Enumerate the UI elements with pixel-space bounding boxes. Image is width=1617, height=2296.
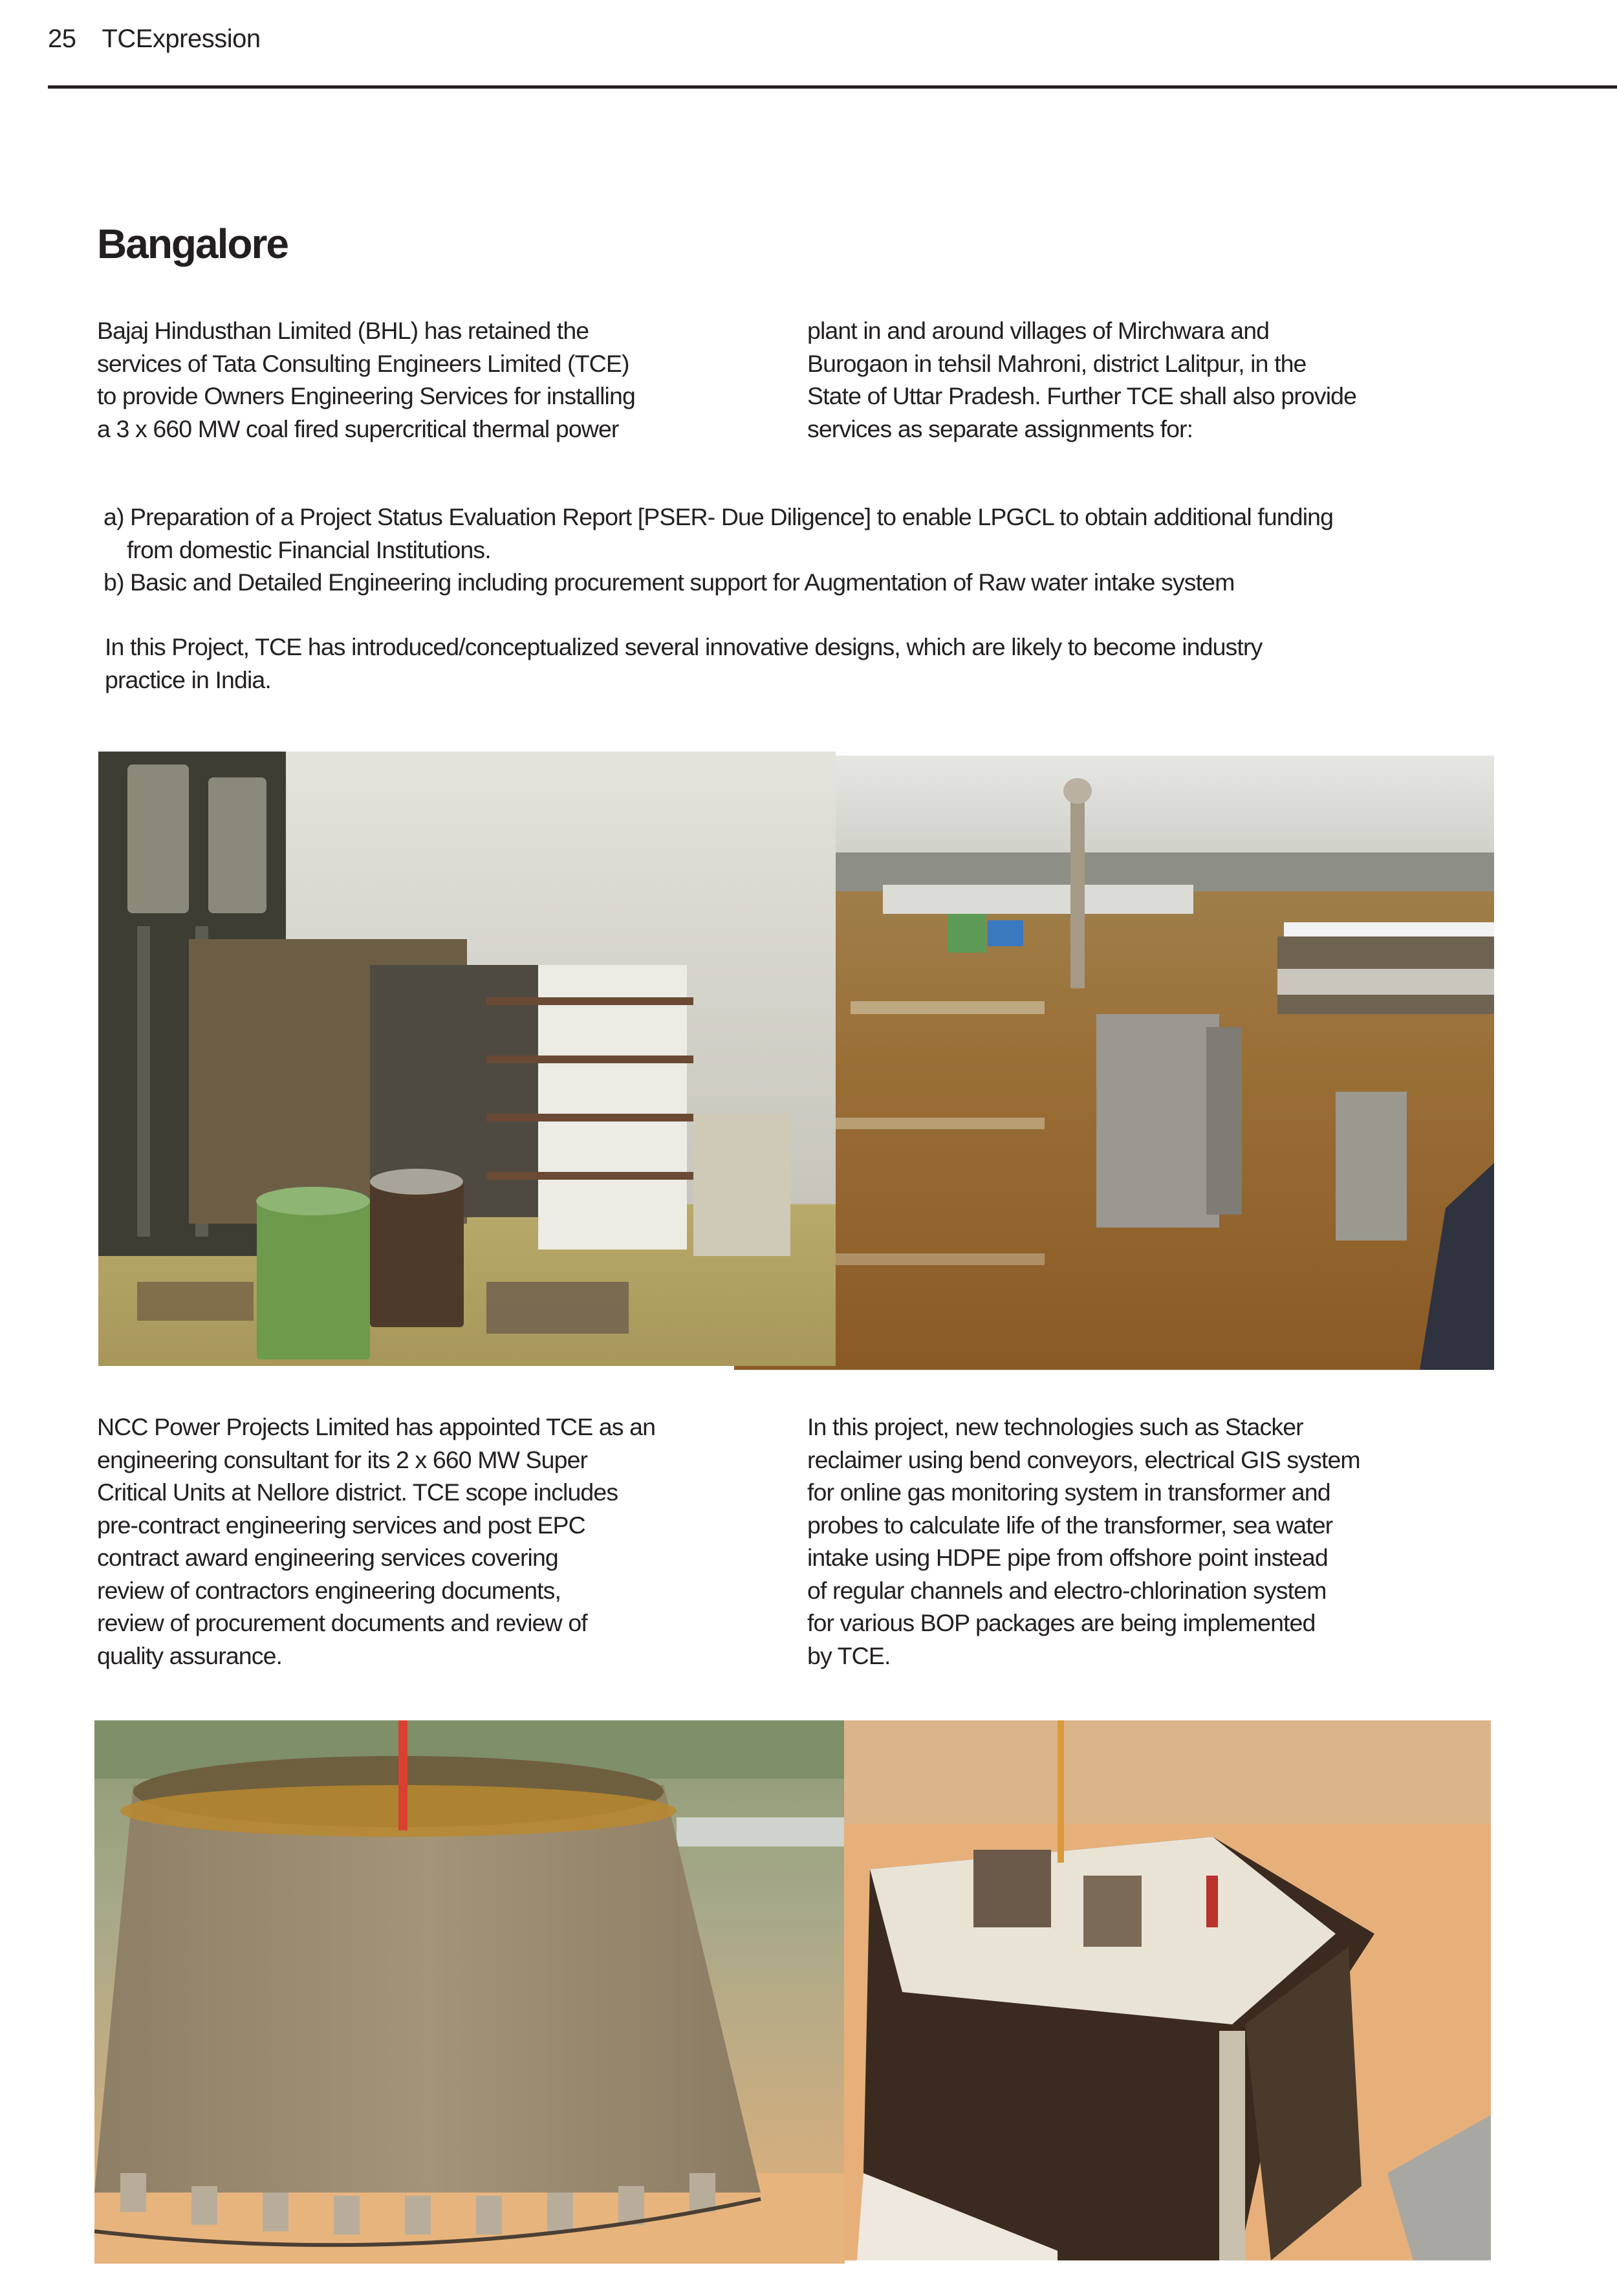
text-line: by TCE. bbox=[807, 1641, 891, 1669]
text-line: In this Project, TCE has introduced/conceptualized several innovative designs, which are likely to become industry bbox=[105, 633, 1263, 660]
text-line: engineering consultant for its 2 x 660 MW Super bbox=[97, 1446, 588, 1473]
ncc-left-column bbox=[97, 1411, 655, 1672]
list-item-b: b) Basic and Detailed Engineering including procurement support for Augmentation of Raw water intake system bbox=[103, 569, 1235, 596]
text-line: practice in India. bbox=[105, 666, 271, 693]
text-line: quality assurance. bbox=[97, 1641, 283, 1669]
text-line: NCC Power Projects Limited has appointed TCE as an bbox=[97, 1413, 656, 1440]
running-header bbox=[48, 25, 261, 54]
text-line: for various BOP packages are being implemented bbox=[807, 1609, 1316, 1636]
text-line: In this project, new technologies such as Stacker bbox=[807, 1413, 1303, 1440]
photo-concrete-structure-aerial bbox=[844, 1720, 1491, 2260]
text-line: reclaimer using bend conveyors, electrical GIS system bbox=[807, 1446, 1360, 1473]
text-line: review of procurement documents and review of bbox=[97, 1609, 587, 1636]
text-line: probes to calculate life of the transformer, sea water bbox=[807, 1511, 1333, 1539]
text-line: services of Tata Consulting Engineers Limited (TCE) bbox=[97, 349, 629, 377]
section-title: Bangalore bbox=[97, 221, 288, 267]
text-line: plant in and around villages of Mirchwara and bbox=[807, 317, 1270, 344]
boiler-construction-image bbox=[98, 752, 836, 1366]
ncc-right-column bbox=[807, 1411, 1360, 1672]
cooling-tower-image bbox=[94, 1720, 845, 2264]
text-line: a 3 x 660 MW coal fired supercritical thermal power bbox=[97, 415, 619, 442]
intro-left-column bbox=[97, 314, 635, 445]
photo-boiler-construction bbox=[98, 752, 836, 1366]
text-line: intake using HDPE pipe from offshore point instead bbox=[807, 1544, 1328, 1571]
list-item-a-continued: from domestic Financial Institutions. bbox=[127, 536, 491, 563]
intro-right-column bbox=[807, 314, 1356, 445]
list-item-a: a) Preparation of a Project Status Evaluation Report [PSER- Due Diligence] to enable LPGCL to obtain additional funding bbox=[103, 503, 1334, 530]
text-line: State of Uttar Pradesh. Further TCE shall also provide bbox=[807, 382, 1357, 409]
page-number: 25 bbox=[48, 25, 76, 53]
text-line: services as separate assignments for: bbox=[807, 415, 1193, 442]
concrete-structure-image bbox=[844, 1720, 1491, 2260]
photo-cooling-tower bbox=[94, 1720, 845, 2264]
text-line: Critical Units at Nellore district. TCE scope includes bbox=[97, 1478, 618, 1506]
text-line: Burogaon in tehsil Mahroni, district Lalitpur, in the bbox=[807, 349, 1307, 377]
text-line: of regular channels and electro-chlorination system bbox=[807, 1576, 1327, 1604]
text-line: contract award engineering services covering bbox=[97, 1544, 558, 1571]
text-line: pre-contract engineering services and post EPC bbox=[97, 1511, 585, 1539]
innovation-paragraph bbox=[105, 631, 1262, 696]
assignments-list bbox=[103, 501, 1333, 599]
text-line: Bajaj Hindusthan Limited (BHL) has retained the bbox=[97, 317, 589, 344]
construction-site-image bbox=[734, 755, 1494, 1370]
header-rule bbox=[48, 85, 1617, 89]
publication-name: TCExpression bbox=[102, 25, 261, 53]
photo-construction-site-wide bbox=[734, 755, 1494, 1370]
text-line: for online gas monitoring system in transformer and bbox=[807, 1478, 1330, 1506]
text-line: to provide Owners Engineering Services for installing bbox=[97, 382, 635, 409]
text-line: review of contractors engineering documents, bbox=[97, 1576, 561, 1604]
